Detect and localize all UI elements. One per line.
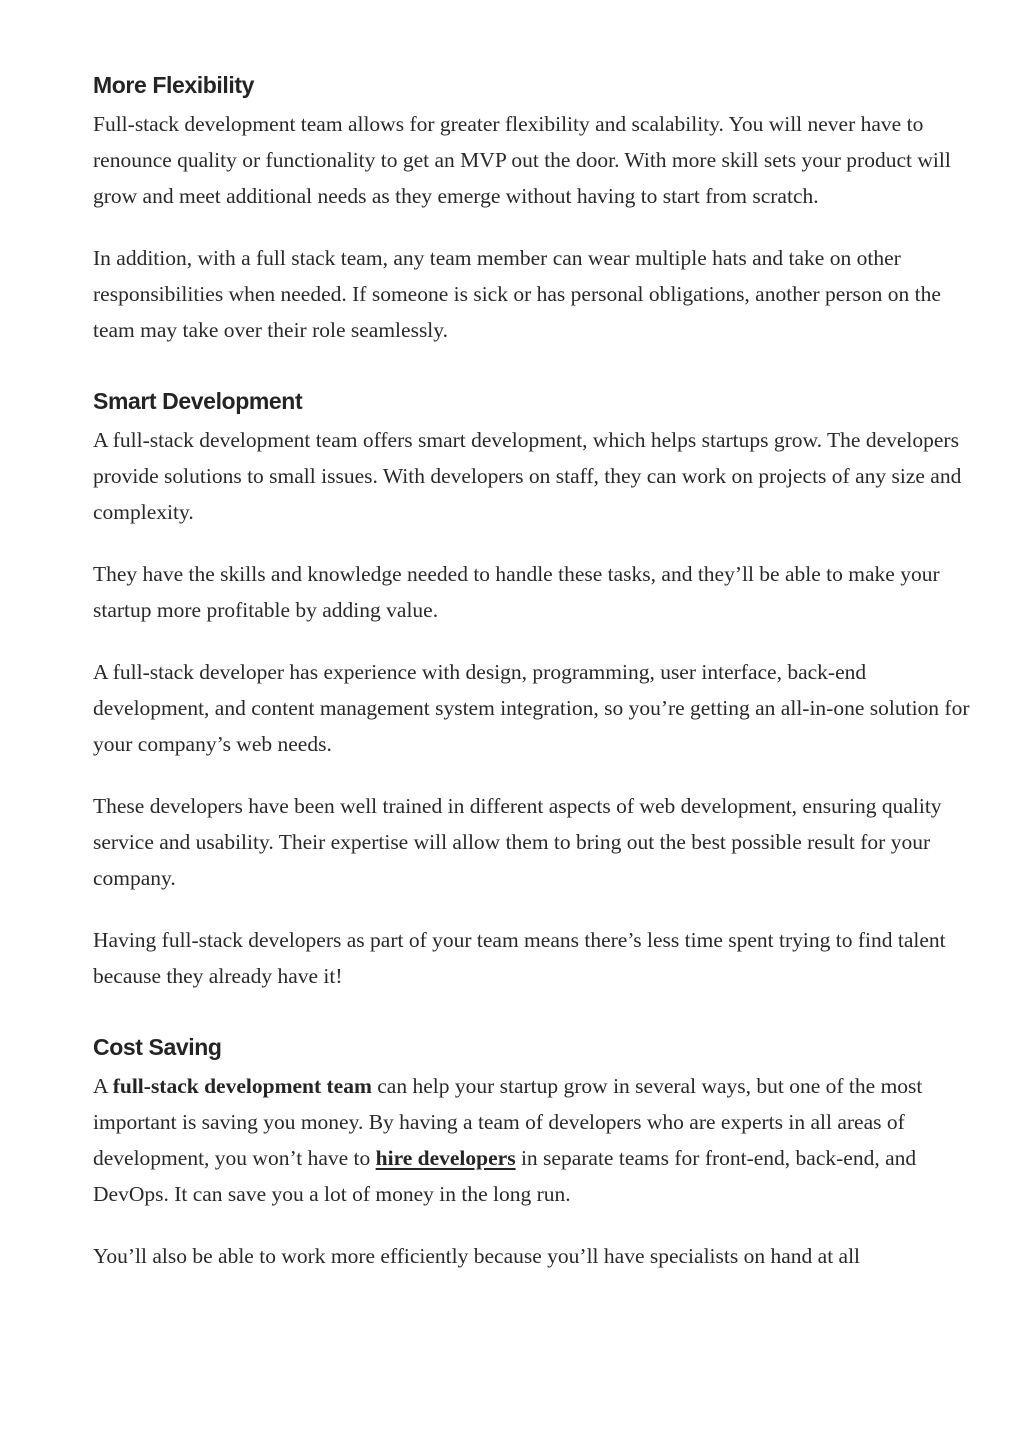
paragraph: A full-stack developer has experience with design, programming, user interface, back-end development, and content management system integration, so you’re getting an all-in-one solution for your company’s web needs. [93, 660, 970, 756]
article-body [93, 70, 973, 1300]
section-heading-cost-saving: Cost Saving [93, 1034, 222, 1060]
paragraph: You’ll also be able to work more efficiently because you’ll have specialists on hand at all [93, 1244, 861, 1268]
paragraph: A full-stack development team offers smart development, which helps startups grow. The developers provide solutions to small issues. With developers on staff, they can work on projects of any size and complexity. [93, 428, 962, 524]
text-segment: in separate teams for front-end, back-end, and DevOps. It can save you a lot of money in the long run. [93, 1146, 917, 1206]
paragraph-with-link [93, 1068, 973, 1212]
bold-phrase: full-stack development team [112, 1074, 372, 1098]
hire-developers-link[interactable]: hire developers [375, 1146, 516, 1170]
section-heading-more-flexibility: More Flexibility [93, 72, 255, 98]
paragraph: Full-stack development team allows for greater flexibility and scalability. You will never have to renounce quality or functionality to get an MVP out the door. With more skill sets your product will grow and meet additional needs as they emerge without having to start from scratch. [93, 112, 951, 208]
paragraph: They have the skills and knowledge needed to handle these tasks, and they’ll be able to make your startup more profitable by adding value. [93, 562, 940, 622]
section-heading-smart-development: Smart Development [93, 388, 303, 414]
text-segment: A [93, 1074, 113, 1098]
paragraph: In addition, with a full stack team, any team member can wear multiple hats and take on other responsibilities when needed. If someone is sick or has personal obligations, another person on the team may take over their role seamlessly. [93, 246, 941, 342]
paragraph: These developers have been well trained in different aspects of web development, ensuring quality service and usability. Their expertise will allow them to bring out the best possible result for your company. [93, 794, 942, 890]
text-segment: can help your startup grow in several ways, but one of the most important is saving you money. By having a team of developers who are experts in all areas of development, you won’t have to [93, 1074, 923, 1170]
paragraph: Having full-stack developers as part of your team means there’s less time spent trying to find talent because they already have it! [93, 928, 946, 988]
